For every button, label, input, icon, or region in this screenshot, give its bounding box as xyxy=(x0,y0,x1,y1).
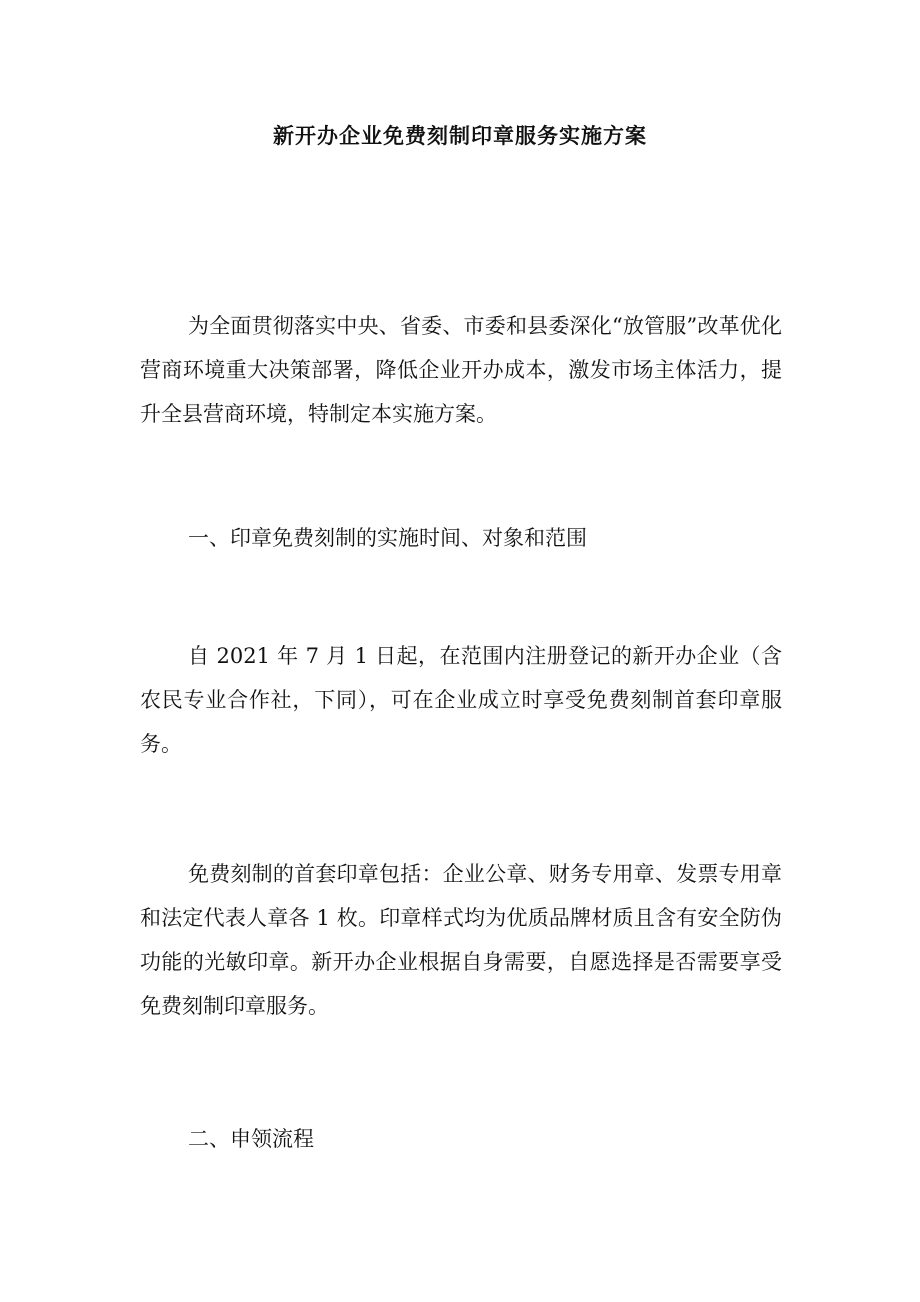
section-1-paragraph-1: 自 2021 年 7 月 1 日起，在范围内注册登记的新开办企业（含农民专业合作社，下同），可在企业成立时享受免费刻制首套印章服务。 xyxy=(140,644,782,756)
section-1-paragraph-2: 免费刻制的首套印章包括：企业公章、财务专用章、发票专用章和法定代表人章各 1 枚。印章样式均为优质品牌材质且含有安全防伪功能的光敏印章。新开办企业根据自身需要，自愿选择是否需要享受免费刻制印章服务。 xyxy=(140,862,782,1018)
document-title: 新开办企业免费刻制印章服务实施方案 xyxy=(273,123,647,148)
intro-paragraph: 为全面贯彻落实中央、省委、市委和县委深化“放管服”改革优化营商环境重大决策部署，降低企业开办成本，激发市场主体活力，提升全县营商环境，特制定本实施方案。 xyxy=(140,314,782,426)
section-1-heading: 一、印章免费刻制的实施时间、对象和范围 xyxy=(188,526,587,550)
section-2-heading: 二、申领流程 xyxy=(188,1127,314,1151)
